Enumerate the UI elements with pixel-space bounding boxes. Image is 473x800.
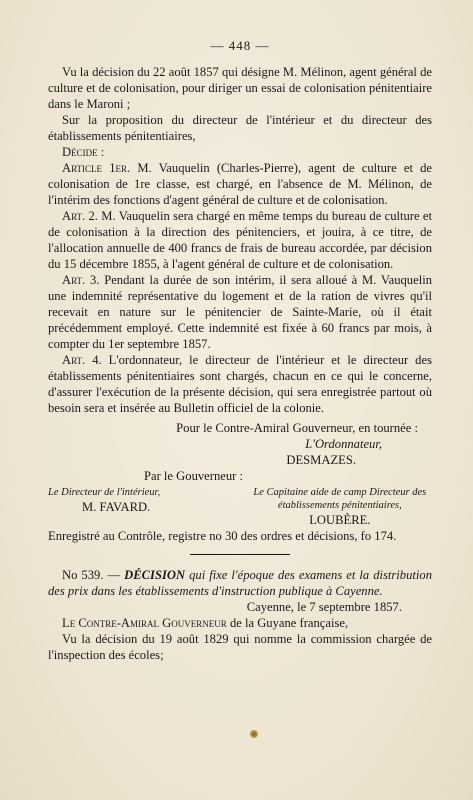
- decision-vu: Vu la décision du 19 août 1829 qui nomme la commission chargée de l'inspection des écoles;: [48, 632, 432, 662]
- registration-line: Enregistré au Contrôle, registre no 30 des ordres et décisions, fo 174.: [48, 529, 397, 543]
- par-gouverneur-line: Par le Gouverneur :: [144, 469, 243, 483]
- decision-dash: —: [107, 568, 121, 582]
- decision-number: No 539.: [62, 568, 104, 582]
- signature-left: [48, 486, 232, 528]
- decision-intro-caps: Le Contre-Amiral Gouverneur: [62, 616, 227, 630]
- decision-intro: [48, 615, 432, 631]
- signature-right: [248, 486, 432, 528]
- article-2: [48, 208, 432, 272]
- signature-right-name: LOUBÈRE.: [309, 513, 371, 527]
- article-1-label: Article 1er.: [62, 161, 131, 175]
- decision-title-rest: qui fixe l'époque des examens et la distribution des prix dans les établissements d'instruction publique à Cayenne.: [48, 568, 432, 598]
- article-4-text: L'ordonnateur, le directeur de l'intérieur et le directeur des établissements pénitentiaires sont chargés, chacun en ce qui le concerne, d'assurer l'exécution de la présente décision, qui sera enregistrée partout où besoin sera et insérée au Bulletin officiel de la colonie.: [48, 353, 432, 415]
- article-4-label: Art. 4.: [62, 353, 102, 367]
- decision-title-caps: DÉCISION: [124, 568, 186, 582]
- article-3: [48, 272, 432, 352]
- article-4: [48, 352, 432, 416]
- article-3-text: Pendant la durée de son intérim, il sera alloué à M. Vauquelin une indemnité représentative du logement et de la ration de vivres qu'il recevait en nature sur le pénitencier de Sainte-Marie, où il était précédemment employé. Cette indemnité est fixée à 60 francs par mois, à compter du 1er septembre 1857.: [48, 273, 432, 351]
- decision-intro-rest: de la Guyane française,: [229, 616, 349, 630]
- dateline: Cayenne, le 7 septembre 1857.: [246, 600, 402, 614]
- article-2-label: Art. 2.: [62, 209, 98, 223]
- ink-spot: [250, 730, 258, 738]
- ordonnateur-title: L'Ordonnateur,: [305, 437, 382, 451]
- section-divider: [190, 554, 290, 555]
- signature-right-title-1: Le Capitaine aide de camp Directeur des: [253, 487, 427, 498]
- signature-left-name: M. FAVARD.: [82, 500, 151, 514]
- paragraph-vu: Vu la décision du 22 août 1857 qui désigne M. Mélinon, agent général de culture et de colonisation, pour diriger un essai de colonisation pénitentiaire dans le Maroni ;: [48, 65, 432, 111]
- decide-heading: Décide :: [62, 145, 105, 159]
- article-1-text: M. Vauquelin (Charles-Pierre), agent de culture et de colonisation de 1re classe, est chargé, en l'absence de M. Mélinon, de l'intérim des fonctions d'agent général de culture et de colonisation.: [48, 161, 432, 207]
- article-1: [48, 160, 432, 208]
- page-number: — 448 —: [210, 38, 270, 53]
- paragraph-proposition: Sur la proposition du directeur de l'intérieur et du directeur des établissements pénitentiaires,: [48, 113, 432, 143]
- ordonnateur-name: DESMAZES.: [286, 453, 356, 467]
- signature-row: [48, 486, 432, 528]
- signature-left-title: Le Directeur de l'intérieur,: [48, 487, 161, 498]
- article-3-label: Art. 3.: [62, 273, 100, 287]
- article-2-text: M. Vauquelin sera chargé en même temps du bureau de culture et de colonisation à la direction des pénitenciers, et jouira, à ce titre, de l'allocation annuelle de 400 francs de frais de bureau accordée, par décision du 15 décembre 1855, à l'agent général de culture et de colonisation.: [48, 209, 432, 271]
- page-content: [48, 38, 432, 663]
- decision-539-heading: [48, 567, 432, 599]
- for-governor-line: Pour le Contre-Amiral Gouverneur, en tournée :: [176, 421, 418, 435]
- signature-right-title-2: établissements pénitentiaires,: [277, 500, 402, 511]
